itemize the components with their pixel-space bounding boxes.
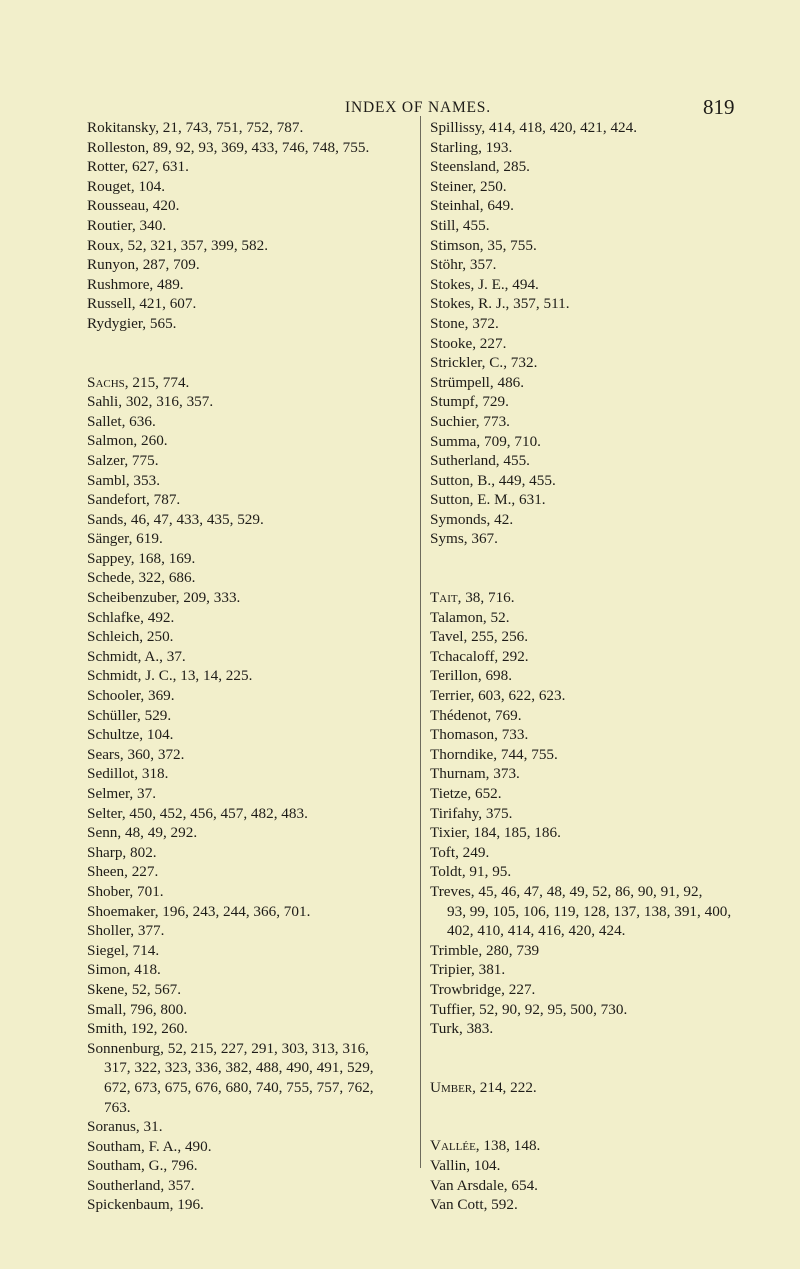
index-entry: Sambl, 353. [87,471,160,489]
index-entry: Rydygier, 565. [87,314,177,332]
index-entry: Still, 455. [430,216,490,234]
section-gap [430,549,770,588]
index-group-r [87,118,417,334]
entry-line: Treves, 45, 46, 47, 48, 49, 52, 86, 90, 91, 92, [430,882,703,900]
index-group-u [430,1078,770,1098]
entry-continuation: 672, 673, 675, 676, 680, 740, 755, 757, 762, [104,1078,374,1096]
index-entry: Rousseau, 420. [87,197,180,215]
index-entry: Tietze, 652. [430,785,502,802]
index-entry: Thédenot, 769. [430,706,522,724]
index-entry: Schmidt, J. C., 13, 14, 225. [87,667,253,685]
index-entry: Simon, 418. [87,961,161,979]
index-entry: Rotter, 627, 631. [87,158,189,176]
index-entry: Scheibenzuber, 209, 333. [87,589,241,607]
index-entry: Sands, 46, 47, 433, 435, 529. [87,510,264,528]
index-entry: Southam, F. A., 490. [87,1137,212,1155]
index-entry: Trimble, 280, 739 [430,941,540,959]
index-entry: Stimson, 35, 755. [430,236,537,254]
running-title: INDEX OF NAMES. [345,99,491,116]
index-entry: Thorndike, 744, 755. [430,745,558,763]
index-entry: Stone, 372. [430,314,499,332]
index-entry: Steinhal, 649. [430,197,514,215]
index-entry-section-start [87,373,417,393]
index-entry: Strickler, C., 732. [430,354,538,372]
index-group-v [430,1136,770,1214]
index-entry: Shoemaker, 196, 243, 244, 366, 701. [87,902,311,920]
index-group-s [87,373,417,1216]
index-entry: Summa, 709, 710. [430,432,541,450]
index-entry: Runyon, 287, 709. [87,256,200,274]
index-entry: Stöhr, 357. [430,256,497,274]
index-entry: Schüller, 529. [87,706,172,724]
entry-continuation: 763. [104,1098,131,1116]
index-entry: Sheen, 227. [87,863,159,881]
index-entry: Roux, 52, 321, 357, 399, 582. [87,236,268,254]
index-entry: Sholler, 377. [87,922,165,940]
index-entry: Thurnam, 373. [430,765,520,783]
section-head-name: Tait [430,589,458,607]
index-entry-section-start [430,1078,770,1098]
entry-continuation: 93, 99, 105, 106, 119, 128, 137, 138, 391, 400, [447,902,732,920]
index-entry: Shober, 701. [87,882,164,900]
section-head-name: Vallée [430,1137,476,1155]
index-entry: Toldt, 91, 95. [430,863,512,881]
index-entry: Tavel, 255, 256. [430,628,529,646]
entry-continuation: 317, 322, 323, 336, 382, 488, 490, 491, 529, [104,1059,374,1077]
index-entry: Siegel, 714. [87,941,160,959]
index-entry: Trowbridge, 227. [430,980,536,998]
index-entry: Schlafke, 492. [87,608,175,626]
index-entry: Spillissy, 414, 418, 420, 421, 424. [430,119,638,136]
index-entry: Symonds, 42. [430,510,514,528]
index-entry: Thomason, 733. [430,726,529,744]
index-entry: Talamon, 52. [430,608,510,626]
right-column [430,118,770,1215]
index-entry: Selmer, 37. [87,785,156,802]
index-entry: Sänger, 619. [87,530,163,548]
section-head-name: Sachs [87,373,125,391]
index-entry: Sutherland, 455. [430,452,530,470]
index-entry: Sharp, 802. [87,843,157,861]
index-entry: Routier, 340. [87,216,167,234]
index-entry-multiline [87,1039,417,1117]
index-entry: Tirifahy, 375. [430,804,513,822]
index-entry: Sandefort, 787. [87,491,181,509]
index-entry: Turk, 383. [430,1020,494,1038]
index-entry: Sedillot, 318. [87,765,169,783]
index-entry: Stokes, R. J., 357, 511. [430,295,570,313]
index-entry: Spickenbaum, 196. [87,1196,204,1214]
index-entry: Rolleston, 89, 92, 93, 369, 433, 746, 748, 755. [87,138,370,156]
index-entry: Tuffier, 52, 90, 92, 95, 500, 730. [430,1000,628,1018]
index-entry: Terrier, 603, 622, 623. [430,687,566,705]
index-entry: Skene, 52, 567. [87,980,182,998]
entry-pages: , 138, 148. [475,1137,541,1155]
index-entry: Tripier, 381. [430,961,506,979]
index-entry: Starling, 193. [430,138,513,156]
index-entry-section-start [430,1136,770,1156]
index-entry: Sahli, 302, 316, 357. [87,393,214,411]
entry-pages: , 38, 716. [457,589,515,607]
left-column [87,118,417,1215]
entry-line: Sonnenburg, 52, 215, 227, 291, 303, 313, 316, [87,1039,369,1057]
index-entry: Salmon, 260. [87,432,168,450]
index-entry: Van Arsdale, 654. [430,1176,538,1194]
index-entry: Vallin, 104. [430,1156,501,1174]
index-entry: Small, 796, 800. [87,1000,187,1018]
index-entry: Van Cott, 592. [430,1196,518,1214]
index-group-s-continued [430,118,770,549]
index-entry: Terillon, 698. [430,667,513,685]
index-entry: Steensland, 285. [430,158,530,176]
entry-pages: , 215, 774. [124,373,190,391]
section-gap [430,1039,770,1078]
index-entry: Steiner, 250. [430,177,507,195]
index-entry-multiline [430,882,770,941]
index-entry: Tixier, 184, 185, 186. [430,824,561,842]
index-entry: Rouget, 104. [87,177,166,195]
index-entry: Schmidt, A., 37. [87,647,186,665]
index-entry: Syms, 367. [430,530,498,548]
index-entry: Senn, 48, 49, 292. [87,824,198,842]
index-entry: Rushmore, 489. [87,275,184,293]
page-number: 819 [703,95,735,119]
index-entry: Suchier, 773. [430,412,510,430]
index-entry: Stumpf, 729. [430,393,509,411]
index-entry: Stooke, 227. [430,334,507,352]
index-group-t [430,588,770,1039]
entry-continuation: 402, 410, 414, 416, 420, 424. [447,922,626,940]
index-entry: Southerland, 357. [87,1176,195,1194]
index-entry: Sutton, E. M., 631. [430,491,546,509]
index-entry: Strümpell, 486. [430,373,525,391]
index-entry: Rokitansky, 21, 743, 751, 752, 787. [87,119,304,136]
index-entry: Schede, 322, 686. [87,569,196,587]
index-entry: Toft, 249. [430,843,490,861]
index-entry: Soranus, 31. [87,1118,163,1136]
index-entry: Southam, G., 796. [87,1157,198,1175]
index-entry: Sutton, B., 449, 455. [430,471,556,489]
section-gap [87,334,417,373]
section-head-name: Umber [430,1078,473,1096]
index-entry: Schooler, 369. [87,687,175,705]
index-entry: Smith, 192, 260. [87,1020,188,1038]
index-entry: Stokes, J. E., 494. [430,275,539,293]
index-entry: Sallet, 636. [87,412,156,430]
index-entry: Schultze, 104. [87,726,174,744]
index-entry: Russell, 421, 607. [87,295,197,313]
section-gap [430,1097,770,1136]
index-entry: Selter, 450, 452, 456, 457, 482, 483. [87,804,308,822]
index-entry: Schleich, 250. [87,628,174,646]
column-divider [420,116,421,1168]
entry-pages: , 214, 222. [472,1078,537,1096]
index-entry: Sappey, 168, 169. [87,549,196,567]
index-entry: Tchacaloff, 292. [430,647,529,665]
index-entry: Salzer, 775. [87,451,159,469]
index-entry: Sears, 360, 372. [87,745,185,763]
index-entry-section-start [430,588,770,608]
